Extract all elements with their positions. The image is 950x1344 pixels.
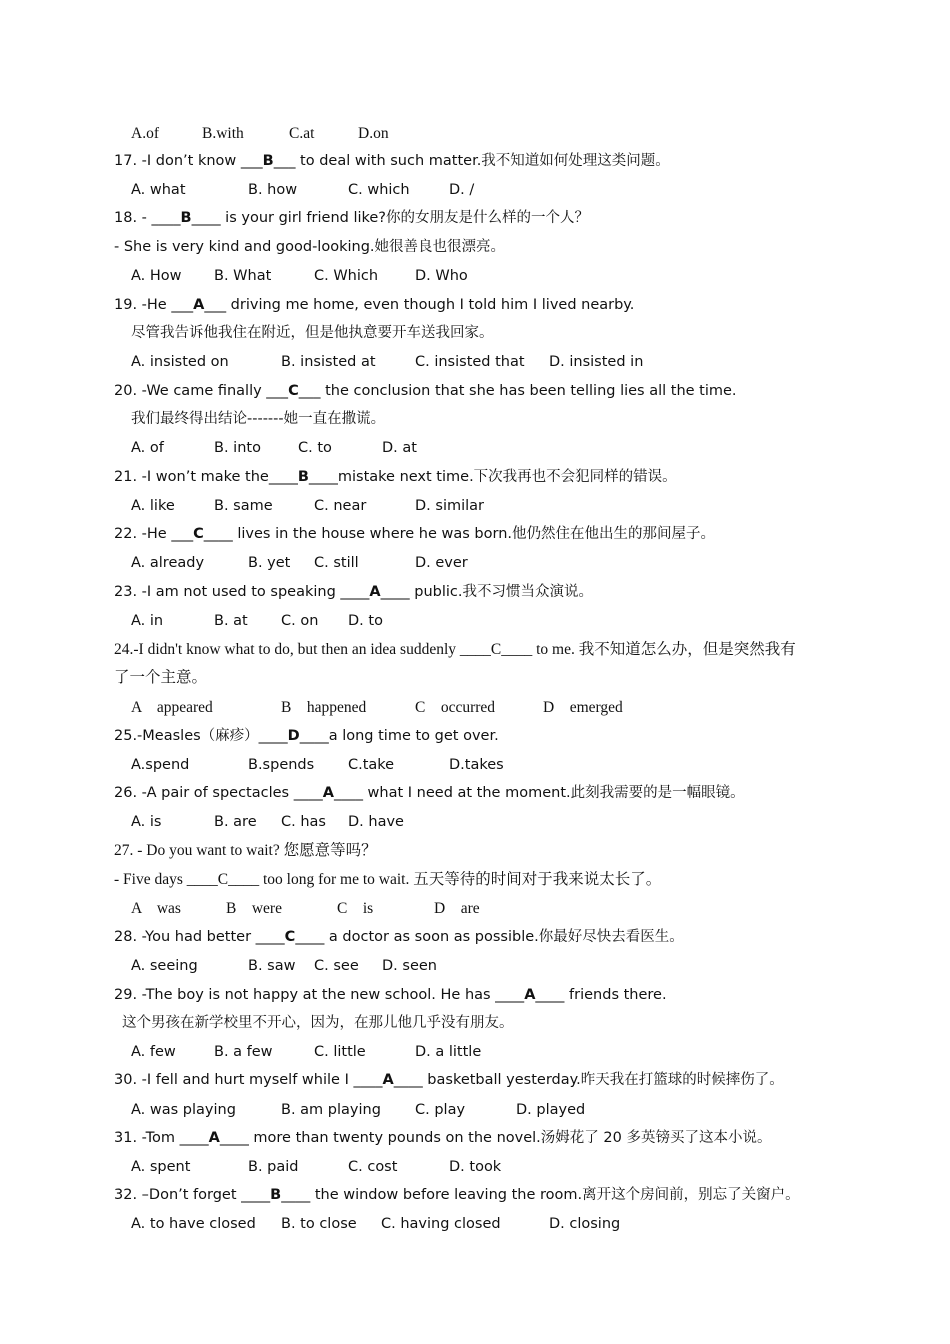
option-d: D.takes [449,757,504,773]
option-c: C. having closed [381,1216,501,1232]
question-24: 24.-I didn't know what to do, but then an idea suddenly ____C____ to me. 我不知道怎么办，但是突然我有 [114,641,796,658]
option-a: A. to have closed [131,1216,256,1232]
option-b: B. am playing [281,1102,381,1118]
question-30: 30. -I fell and hurt myself while I ____A____ basketball yesterday.昨天我在打篮球的时候摔伤了。 [114,1072,784,1088]
option-b: B. paid [248,1159,299,1175]
option-d: D. / [449,182,475,198]
question-27-reply: - Five days ____C____ too long for me to wait. 五天等待的时间对于我来说太长了。 [114,871,662,888]
option-c: C. insisted that [415,354,525,370]
question-20-translation: 我们最终得出结论-------她一直在撒谎。 [131,411,386,427]
option-d: D. to [348,613,383,629]
question-19: 19. -He ___A___ driving me home, even though I told him I lived nearby. [114,297,635,313]
option-a: A.spend [131,757,190,773]
answer: C [490,641,502,658]
question-29: 29. -The boy is not happy at the new school. He has ____A____ friends there. [114,987,667,1003]
option-a: A. insisted on [131,354,229,370]
question-21: 21. -I won’t make the____B____mistake next time.下次我再也不会犯同样的错误。 [114,469,677,485]
option-a: A. is [131,814,162,830]
option-a: A. already [131,555,205,571]
option-d: D emerged [543,699,623,716]
option-a: A was [131,900,181,917]
option-d: D. played [516,1102,586,1118]
option-c: C. which [348,182,410,198]
option-b: B. yet [248,555,291,571]
option-b: B. saw [248,958,296,974]
option-c: C. see [314,958,359,974]
answer: A [208,1130,220,1146]
option-b: B. insisted at [281,354,376,370]
option-c: C. has [281,814,326,830]
question-18-reply: - She is very kind and good-looking.她很善良也很漂亮。 [114,239,506,255]
option-a: A. seeing [131,958,198,974]
answer: A [524,987,536,1003]
answer: A [193,297,205,313]
option-d: D. ever [415,555,468,571]
answer: D [287,728,300,744]
option-b: B. into [214,440,261,456]
answer: B [270,1187,282,1203]
question-17: 17. -I don’t know ___B___ to deal with such matter.我不知道如何处理这类问题。 [114,153,670,169]
option-c: C. Which [314,268,379,284]
option-b: B. at [214,613,248,629]
option-d: D. Who [415,268,468,284]
answer: B [180,210,192,226]
answer: C [193,526,204,542]
option-b: B were [226,900,282,917]
answer: A [369,584,381,600]
option-b: B. same [214,498,273,514]
option-a: A. How [131,268,182,284]
option-a: A appeared [131,699,213,716]
option-c: C. on [281,613,319,629]
answer: C [217,871,229,888]
option-d: D. closing [549,1216,621,1232]
question-19-translation: 尽管我告诉他我住在附近，但是他执意要开车送我回家。 [131,325,494,341]
option-d: D. at [382,440,417,456]
option-a: A. was playing [131,1102,236,1118]
question-23: 23. -I am not used to speaking ____A____ public.我不习惯当众演说。 [114,584,593,600]
answer: A [382,1072,394,1088]
option-a: A. in [131,613,164,629]
option-b: B. to close [281,1216,357,1232]
option-b: B.spends [248,757,315,773]
answer: C [288,383,299,399]
answer: B [297,469,309,485]
question-24-continuation: 了一个主意。 [114,669,208,686]
option-a: A. what [131,182,186,198]
option-d: D are [434,900,480,917]
option-c: C. near [314,498,367,514]
option-b: B. a few [214,1044,273,1060]
option-c: C. cost [348,1159,398,1175]
option-c: C. little [314,1044,366,1060]
option-d: D. a little [415,1044,482,1060]
option-a: A. like [131,498,175,514]
question-28: 28. -You had better ____C____ a doctor as soon as possible.你最好尽快去看医生。 [114,929,684,945]
option-d: D. insisted in [549,354,644,370]
answer: A [322,785,334,801]
option-b: B.with [202,125,244,142]
option-c: C. play [415,1102,466,1118]
option-c: C. to [298,440,332,456]
option-c: C occurred [415,699,496,716]
option-c: C.take [348,757,395,773]
option-d: D. have [348,814,404,830]
option-b: B. how [248,182,298,198]
question-18: 18. - ____B____ is your girl friend like?你的女朋友是什么样的一个人？ [114,210,589,226]
question-26: 26. -A pair of spectacles ____A____ what I need at the moment.此刻我需要的是一幅眼镜。 [114,785,745,801]
question-25: 25.-Measles（麻疹）____D____a long time to get over. [114,728,499,744]
question-32: 32. –Don’t forget ____B____ the window before leaving the room.离开这个房间前，别忘了关窗户。 [114,1187,800,1203]
option-a: A. spent [131,1159,191,1175]
option-c: C is [337,900,374,917]
option-a: A.of [131,125,159,142]
option-b: B. are [214,814,257,830]
option-d: D. seen [382,958,437,974]
option-c: C. still [314,555,359,571]
answer: B [262,153,274,169]
option-b: B. What [214,268,272,284]
question-31: 31. -Tom ____A____ more than twenty pounds on the novel.汤姆花了 20 多英镑买了这本小说。 [114,1130,772,1146]
answer: C [284,929,296,945]
option-d: D. similar [415,498,484,514]
question-27: 27. - Do you want to wait? 您愿意等吗？ [114,842,377,859]
option-d: D.on [358,125,389,142]
option-a: A. few [131,1044,176,1060]
option-a: A. of [131,440,164,456]
option-d: D. took [449,1159,502,1175]
question-22: 22. -He ___C____ lives in the house where he was born.他仍然住在他出生的那间屋子。 [114,526,716,542]
question-29-translation: 这个男孩在新学校里不开心，因为，在那儿他几乎没有朋友。 [122,1015,514,1031]
option-c: C.at [289,125,315,142]
option-b: B happened [281,699,367,716]
question-20: 20. -We came finally ___C___ the conclusion that she has been telling lies all the time. [114,383,737,399]
